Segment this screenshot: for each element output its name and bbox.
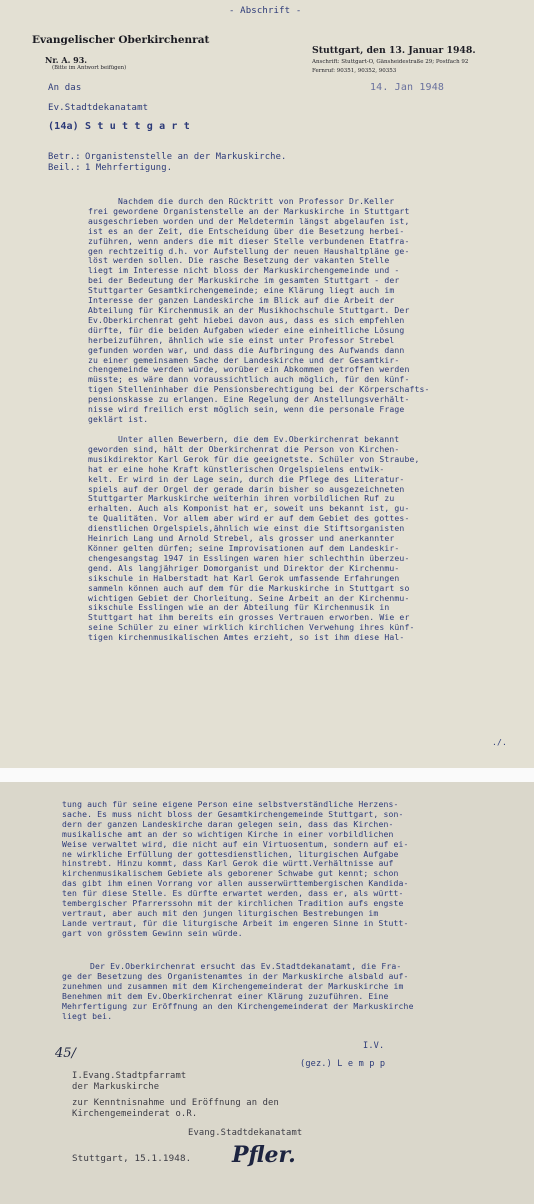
- text-line: das gibt ihm einen Vorrang vor allen ausserwürttembergischen Kandida-: [62, 878, 409, 889]
- text-line: Mehrfertigung zur Eröffnung an den Kirchengemeinderat der Markuskirche: [62, 1000, 414, 1011]
- handwritten-signature: Pfler.: [232, 1142, 296, 1168]
- text-line: Heinrich Lang und Arnold Strebel, als grosser und anerkannter: [88, 533, 395, 544]
- paragraph-4: [62, 962, 414, 1021]
- text-line: zunehmen und zusammen mit dem Kirchengemeinderat der Markuskirche im: [62, 980, 404, 991]
- text-line: sikschule Esslingen wie an der Abteilung für Kirchenmusik in: [88, 602, 390, 613]
- subject-text: Organistenstelle an der Markuskirche.: [85, 152, 287, 162]
- text-line: wichtigen Gebiet der Chorleitung. Seine Arbeit an der Kirchenmu-: [88, 592, 410, 603]
- letterhead-address: Anschrift: Stuttgart-O, Gänsheidestraße 29; Postfach 92: [312, 59, 469, 65]
- text-line: pensionskasse zu erlangen. Eine Regelung der Anstellungsverhält-: [88, 394, 410, 405]
- text-line: Lande vertraut, für die liturgische Arbeit im engeren Sinne in Stutt-: [62, 917, 409, 928]
- paragraph-1: [88, 197, 430, 425]
- text-line: tigen Stelleninhaber die Pensionsberechtigung bei der Körperschafts-: [88, 384, 430, 395]
- text-line: ist es an der Zeit, die Entscheidung über die Besetzung herbei-: [88, 225, 405, 236]
- page-separator: [0, 768, 534, 782]
- iv-mark: I.V.: [363, 1041, 385, 1051]
- text-line: gend. Als langjähriger Domorganist und Direktor der Kirchenmu-: [88, 562, 400, 573]
- text-line: müsste; es wäre dann voraussichtlich auch möglich, für den künf-: [88, 374, 410, 385]
- text-line: spiels auf der Orgel der gerade darin bisher so ausgezeichneten: [88, 483, 405, 494]
- text-line: zuführen, wenn anders die mit dieser Stelle verbundenen Etatfra-: [88, 235, 410, 246]
- text-line: dienstlichen Orgelspiels,ähnlich wie einst die Stiftsorganisten: [88, 523, 405, 534]
- letterhead-phone: Fernruf: 90351, 90352, 90353: [312, 68, 397, 74]
- text-line: ne wirkliche Erfüllung der gottesdienstlichen, liturgischen Aufgabe: [62, 848, 399, 859]
- recipient-line-3: (14a) S t u t t g a r t: [48, 121, 190, 132]
- text-line: erhalten. Auch als Komponist hat er, soweit uns bekannt ist, gu-: [88, 503, 410, 514]
- text-line: tung auch für seine eigene Person eine selbstverständliche Herzens-: [62, 799, 399, 809]
- text-line: liegt bei.: [62, 1010, 113, 1021]
- text-line: vertraut, aber auch mit den jungen liturgischen Bestrebungen im: [62, 907, 379, 918]
- text-line: nisse wird freilich erst möglich sein, wenn die personale Frage: [88, 404, 405, 415]
- text-line: frei gewordene Organistenstelle an der Markuskirche in Stuttgart: [88, 205, 410, 216]
- enclosure-label: Beil.:: [48, 163, 81, 173]
- text-line: gen rechtzeitig d.h. vor Aufstellung der neuen Haushaltpläne ge-: [88, 245, 410, 256]
- text-line: Interesse der ganzen Landeskirche im Blick auf die Arbeit der: [88, 295, 395, 306]
- text-line: Der Ev.Oberkirchenrat ersucht das Ev.Stadtdekanatamt, die Fra-: [90, 961, 402, 971]
- paragraph-3: [62, 800, 409, 939]
- forward-place-date: Stuttgart, 15.1.1948.: [72, 1153, 192, 1164]
- text-line: Weise verwaltet wird, die nicht auf ein Virtuosentum, sondern auf ei-: [62, 838, 409, 849]
- abschrift-heading: - Abschrift -: [229, 6, 302, 16]
- received-stamp: 14. Jan 1948: [370, 82, 445, 93]
- text-line: hat er eine hohe Kraft künstlerischen Orgelspielens entwik-: [88, 463, 385, 474]
- text-line: hinstrebt. Hinzu kommt, dass Karl Gerok die württ.Verhältnisse auf: [62, 858, 394, 869]
- text-line: dern der ganzen Landeskirche daran gelegen sein, dass das Kirchen-: [62, 818, 394, 829]
- enclosure-text: 1 Mehrfertigung.: [85, 163, 173, 173]
- continuation-mark: ./.: [492, 737, 508, 747]
- text-line: Könner gelten dürfen; seine Improvisationen auf dem Landeskir-: [88, 542, 400, 553]
- handwritten-number: 45/: [55, 1046, 76, 1061]
- text-line: kirchenmusikalischem Gebiete als geborener Schwabe gut kennt; schon: [62, 868, 399, 879]
- text-line: dürfte, für die beiden Aufgaben wieder eine einheitliche Lösung: [88, 324, 405, 335]
- text-line: ausgeschrieben worden und der Meldetermin längst abgelaufen ist,: [88, 215, 410, 226]
- reference-number: Nr. A. 93.: [45, 55, 88, 65]
- paragraph-2: [88, 435, 420, 643]
- forward-line-5: Evang.Stadtdekanatamt: [188, 1128, 303, 1138]
- text-line: löst werden sollen. Die rasche Besetzung der vakanten Stelle: [88, 255, 390, 266]
- text-line: ten für diese Stelle. Es dürfte erwartet werden, dass er, als württ-: [62, 888, 404, 899]
- reference-note: (Bitte im Antwort beifügen): [52, 65, 127, 71]
- text-line: kelt. Er wird in der Lage sein, durch die Pflege des Literatur-: [88, 473, 405, 484]
- text-line: Stuttgart hat ihm bereits ein grosses Vertrauen erworben. Wie er: [88, 612, 410, 623]
- text-line: Nachdem die durch den Rücktritt von Professor Dr.Keller: [118, 196, 395, 206]
- text-line: gart von grösstem Gewinn sein würde.: [62, 927, 243, 938]
- recipient-line-2: Ev.Stadtdekanatamt: [48, 103, 149, 113]
- text-line: ge der Besetzung des Organistenamtes in der Markuskirche alsbald auf-: [62, 970, 409, 981]
- text-line: sikschule in Halberstadt hat Karl Gerok umfassende Erfahrungen: [88, 572, 400, 583]
- text-line: sammeln können auch auf dem für die Markuskirche in Stuttgart so: [88, 582, 410, 593]
- letter-place-date: Stuttgart, den 13. Januar 1948.: [312, 45, 476, 56]
- text-line: tembergischer Pfarrerssohn mit der kirchlichen Tradition aufs engste: [62, 898, 404, 909]
- recipient-line-1: An das: [48, 83, 82, 93]
- text-line: gefunden worden war, und dass die Aufbringung des Aufwands dann: [88, 344, 405, 355]
- forward-line-1: I.Evang.Stadtpfarramt: [72, 1071, 187, 1081]
- text-line: sache. Es muss nicht bloss der Gesamtkirchengemeinde Stuttgart, son-: [62, 808, 404, 819]
- text-line: Ev.Oberkirchenrat geht hiebei davon aus, dass es sich empfehlen: [88, 314, 405, 325]
- text-line: tigen kirchenmusikalischen Amtes erzieht, so ist ihm diese Hal-: [88, 632, 405, 643]
- text-line: zu einer gemeinsamen Sache der Landeskirche und der Gesamtkir-: [88, 354, 400, 365]
- text-line: Stuttgarter Markuskirche weiterhin ihren vorbildlichen Ruf zu: [88, 493, 395, 504]
- text-line: Abteilung für Kirchenmusik an der Musikhochschule Stuttgart. Der: [88, 304, 410, 315]
- text-line: bei der Bedeutung der Markuskirche im gesamten Stuttgart - der: [88, 275, 400, 286]
- text-line: te Qualitäten. Vor allem aber wird er auf dem Gebiet des gottes-: [88, 513, 410, 524]
- text-line: musikdirektor Karl Gerok für die geeignetste. Schüler von Straube,: [88, 453, 420, 464]
- text-line: Unter allen Bewerbern, die dem Ev.Oberkirchenrat bekannt: [118, 434, 400, 444]
- text-line: Stuttgarter Gesamtkirchengemeinde; eine Klärung liegt auch im: [88, 285, 395, 296]
- forward-line-4: Kirchengemeinderat o.R.: [72, 1109, 198, 1119]
- text-line: geworden sind, hält der Oberkirchenrat die Person von Kirchen-: [88, 443, 400, 454]
- subject-label: Betr.:: [48, 152, 81, 162]
- letter-page-2: [0, 782, 534, 1204]
- text-line: chengemeinde werden würde, worüber ein Abkommen getroffen werden: [88, 364, 410, 375]
- text-line: seine Schüler zu einer wirklich kirchlichen Verwehung ihres künf-: [88, 622, 415, 633]
- text-line: Benehmen mit dem Ev.Oberkirchenrat einer Klärung zuzuführen. Eine: [62, 990, 389, 1001]
- forward-line-2: der Markuskirche: [72, 1082, 160, 1092]
- text-line: chengesangstag 1947 in Esslingen waren hier schlechthin überzeu-: [88, 552, 410, 563]
- forward-line-3: zur Kenntnisnahme und Eröffnung an den: [72, 1098, 279, 1108]
- text-line: herbeizuführen, ähnlich wie sie einst unter Professor Strebel: [88, 334, 395, 345]
- text-line: liegt im Interesse nicht bloss der Markuskirchengemeinde und -: [88, 265, 400, 276]
- typed-signature: (gez.) L e m p p: [300, 1059, 386, 1069]
- letterhead-title: Evangelischer Oberkirchenrat: [32, 34, 210, 46]
- text-line: geklärt ist.: [88, 413, 149, 424]
- text-line: musikalische amt an der so wichtigen Kirche in einer vorbildlichen: [62, 828, 394, 839]
